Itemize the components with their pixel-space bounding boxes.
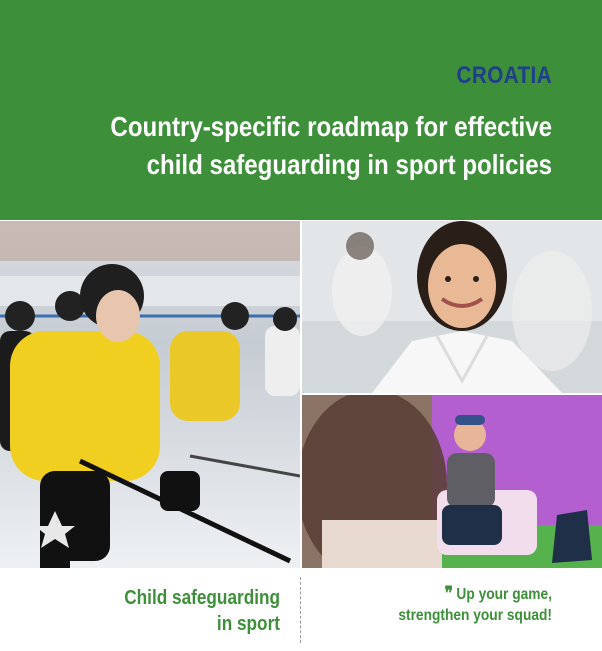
slogan-line-1	[328, 583, 552, 605]
cover-title	[70, 108, 552, 184]
woman-talking-on-couch-photo	[302, 395, 602, 568]
title-line-2: child safeguarding in sport policies	[146, 149, 552, 180]
smiling-girl-in-karate-gi-photo	[302, 221, 602, 393]
country-name: CROATIA	[456, 62, 552, 89]
footer-divider	[300, 577, 301, 643]
campaign-name-line-2: in sport	[216, 613, 280, 635]
quote-icon: ❞	[444, 583, 453, 604]
slogan-text-1: Up your game,	[456, 586, 552, 603]
campaign-slogan	[328, 583, 552, 626]
slogan-line-2: strengthen your squad!	[398, 607, 552, 624]
campaign-name	[39, 585, 280, 637]
title-line-1: Country-specific roadmap for effective	[110, 111, 553, 142]
cover-header	[0, 0, 602, 220]
ice-hockey-players-photo	[0, 221, 300, 568]
campaign-name-line-1: Child safeguarding	[124, 587, 280, 609]
